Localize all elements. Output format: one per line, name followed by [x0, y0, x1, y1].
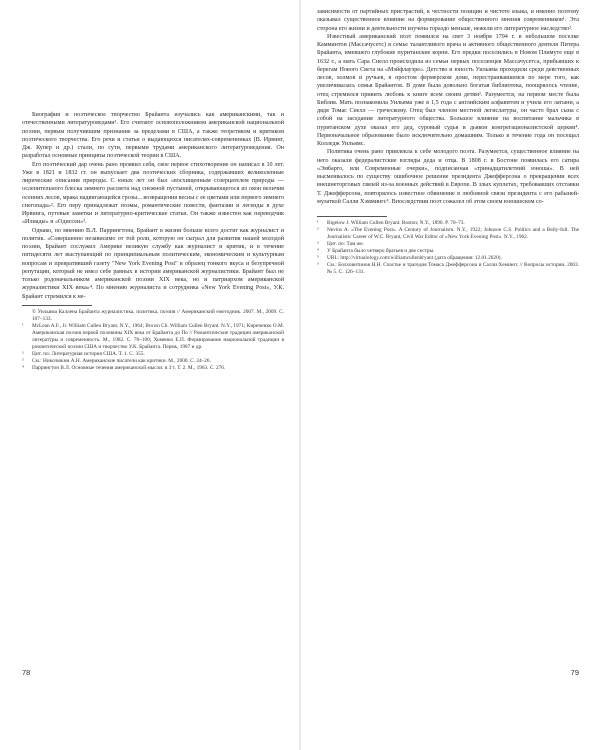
footnote-number: ⁴ [22, 364, 24, 371]
footnote [317, 248, 579, 255]
footnote-number: ⁵ [317, 255, 319, 261]
left-page-body [22, 111, 284, 301]
footnote-number [22, 309, 32, 323]
right-footnotes [317, 216, 579, 276]
footnote-number: ³ [22, 357, 24, 364]
footnote [317, 227, 579, 241]
page-number: 78 [22, 668, 31, 677]
footnote-number: ¹ [317, 220, 319, 226]
footnote-number: ² [317, 227, 319, 233]
right-page [300, 0, 600, 750]
footnote-text: URL: http://virtualology.com/williamcullenbryant (дата обращения: 12.01.2020). [327, 255, 502, 261]
footnote-text: Bigelow J. William Cullen Bryant. Boston; N.Y., 1890. P. 70–73. [327, 220, 465, 226]
footnote-text: Цит. по: Там же. [327, 241, 364, 247]
footnote [317, 255, 579, 262]
page-number: 79 [570, 668, 579, 677]
footnote [22, 351, 284, 358]
footnote-text: Nevins A. «The Evening Post». A Century of Journalism. N.Y., 1922; Johnson C.S. Politics and a Belly-full. The Journalistic Career of W.C. Bryant, Civil War Editor of «New York Evening Post». N.Y., 1962. [327, 227, 579, 240]
footnote-number: ¹ [22, 322, 24, 329]
footnote-text: McLean A.F., Jr. William Cullen Bryant. N.Y., 1964; Brown Ch. William Cullen Bryant. N.Y., 1971; Кириченко О.М. Американская поэзия первой половины XIX века от Брайанта до По // Романтические традиции американской литературы и современность. М., 1982. С. 78–100; Хоменко Е.П. Формирование национальной традиции в романтической поэзии США и творчество У.К. Брайанта. Пермь, 1987 и др. [32, 322, 284, 350]
footnote [22, 365, 284, 372]
footnote-number: ³ [317, 241, 319, 247]
footnote [22, 323, 284, 351]
footnote [317, 241, 579, 248]
paragraph: Однако, по мнению В.Л. Паррингтона, Брайант в жизни больше всего достиг как журналист и политик. «Совершенно независимо от той роли, которую он сыграл для развития нашей молодой поэзии, Брайант сослужил Америке великую службу как журналист и критик, и в течение пятидесяти лет выступающий по принципиальным политическим, экономическим и культурным вопросам и превративший газету "New York Evening Post" в образец тонкого вкуса и безупречной репутации, который не имел себе равных в истории американской журналистики. Брайант был не только родоначальником американской поэзии XIX века, но и патриархом американской журналистики XIX века»⁴. По мнению журналиста и сотрудника «New York Evening Post», У.К. Брайант стремился к не- [22, 227, 284, 300]
footnote [317, 220, 579, 227]
paragraph: Политика очень рано привлекла к себе молодого поэта. Разумеется, существенное влияние на него оказали федералистские взгляды деда и отца. В 1808 г. в Бостоне появилась его сатира «Эмбарго, или Современные очерки», подписанная «тринадцатилетний юноша». В ней высмеивалось по существу ошибочное решение президента Джефферсона о прекращении всех внешнеторговых связей из-за военных действий в Европе. В злых куплетах, требовавших отставки Т. Джефферсона, повторялось известное обвинение в любовной связи президента с его рабыней-мулаткой Салли Хэммингс⁵. Впоследствии поэт сожалел об этом своем юношеском со- [317, 149, 579, 205]
footnote-text: Цит. по: Литературная история США. Т. 1. С. 355. [32, 350, 145, 357]
left-footnotes [22, 305, 284, 372]
footnote-number: ⁴ [317, 248, 319, 254]
footnote-text: См.: Болховитинов Н.Н. Счастье и трагедия Томаса Джефферсона и Салли Хемингс // Вопросы истории. 2003. № 5. С. 126–131. [327, 262, 579, 275]
footnote [22, 309, 284, 323]
footnote-text: © Уильяма Каллена Брайанта журналистика, политика, поэзия // Американский ежегодник. 2007. М., 2009. С. 107–133. [32, 308, 284, 322]
right-page-body [317, 8, 579, 206]
footnote-text: У Брайанта было четверо братьев и две сестры. [327, 248, 435, 254]
footnote-number: ² [22, 350, 24, 357]
paragraph: Его поэтический дар очень рано проявил себя, свое первое стихотворение он написал в 10 лет. Уже в 1821 и 1832 гг. он выпускает два поэтических сборника, содержавших великолепные лирические описания природы. С юных лет он был «восхищенным созерцателем природы — ослепительного блеска зимнего рассвета над снежной пустыней, открывающегося из окон величия осенних лесов, мрака надвигающейся грозы... возвращения весны с ее цветами или первого зимнего снегопада»². Его перу принадлежат поэмы, романтические повести, фантазии и легенды в духе Ирвинга, путевые заметки и литературно-критические статьи. Он также известен как переводчик «Илиады» и «Одиссеи»³. [22, 161, 284, 226]
paragraph: Известный американский поэт появился на свет 3 ноября 1794 г. в небольшом поселке Камминтон (Массачусетс) в семье талантливого врача и активного общественного деятеля Питера Брайанта, имевшего глубокие пуританские корни. Его предки поселились в Новом Плимуте еще в 1632 г., а мать Сара Снелл происходила из семьи первых поселенцев Массачусетса, прибывших к берегам Нового Света на «Мэйфлауэре». Детство и юность Уильяма проходили среди девственных лесов, холмов и ручьев, в простом фермерском доме, перестраивавшемся по мере того, как увеличивалась семья Брайантов. В доме была довольно богатая библиотека, поощрялось чтение, отец стремился привить любовь к книге всем своим детям³. Разумеется, на первом месте была Библия. Мать познакомила Уильяма уже в 1,5 года с английским алфавитом и учила его латыни, а дядя Томас Снелл — греческому. Отец был членом местной легислатуры, он часто брал сына с собой на заседания литературного общества. Большое влияние на воспитание мальчика в пуританском духе оказал его дед, суровый судья и дьякон конгрегационалистской церкви⁴. Первоначальное образование было исключительно домашним. Только в течение года он посещал Колледж Уильямс. [317, 33, 579, 147]
footnote-text: Паррингтон В.Л. Основные течения американской мысли: в 3 т. Т. 2. М., 1963. С. 276. [32, 364, 226, 371]
footnote-rule [22, 305, 92, 306]
left-page-column [22, 111, 284, 372]
footnote-rule [317, 216, 387, 217]
paragraph: Биография и поэтическое творчество Брайанта изучались как американскими, так и отечественными литературоведами¹. Его считают основоположником американской национальной поэзии, первым получившим признание за пределами в США, а также теоретиком и критиком поэтического творчества. Его речи и статьи о выдающихся писателях-современниках (В. Ирвинг, Дж. Купер и др.) стали, по сути, первыми трудами американского литературоведения. Он разработал основные принципы поэтической теории в США. [22, 112, 284, 160]
right-page-column [317, 8, 579, 276]
footnote-number: ⁶ [317, 262, 319, 268]
footnote [317, 262, 579, 276]
footnote [22, 358, 284, 365]
footnote-text: См.: Николюкин А.Н. Американские писатели как критики. М., 2000. С. 24–26. [32, 357, 211, 364]
paragraph: зависимости от партийных пристрастий, к честности позиции и чистоте языка, и именно поэтому оказывал существенное влияние на формирование общественного мнения современников¹. Эта сторона его жизни и деятельности изучена гораздо меньше, нежели его литературное наследство². [317, 9, 579, 32]
